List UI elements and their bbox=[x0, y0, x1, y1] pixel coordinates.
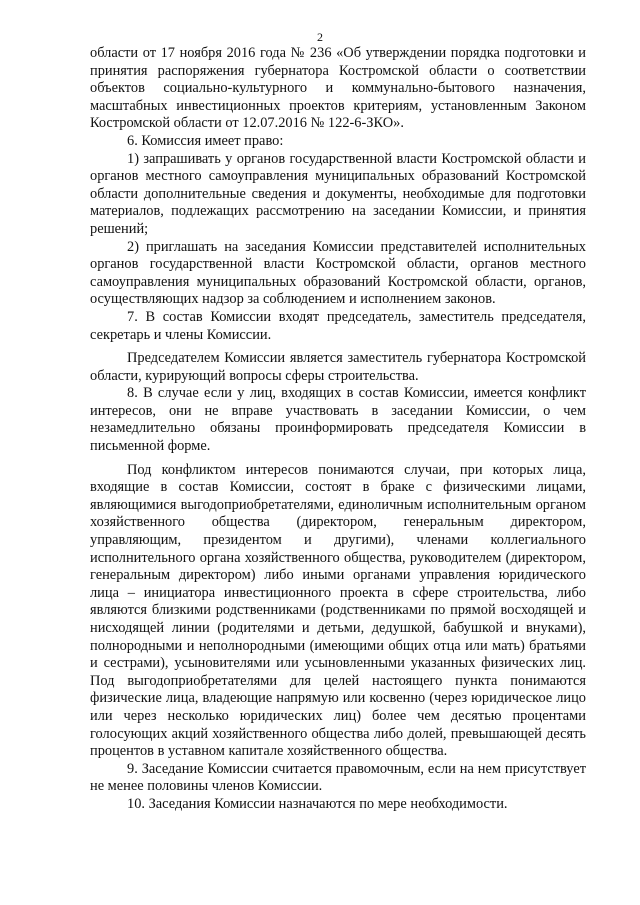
paragraph-item-7: 7. В состав Комиссии входят председатель, заместитель председателя, секретарь и члены Комиссии. bbox=[90, 308, 586, 343]
paragraph-chairman: Председателем Комиссии является заместитель губернатора Костромской области, курирующий вопросы сферы строительства. bbox=[90, 350, 586, 384]
document-body bbox=[90, 45, 586, 814]
paragraph-item-6-2: 2) приглашать на заседания Комиссии представителей исполнительных органов государственной власти Костромской области, органов местного самоуправления муниципальных образований Костромской области, органов, осуществляющих надзор за соблюдением и исполнением законов. bbox=[90, 238, 586, 308]
paragraph-item-10: 10. Заседания Комиссии назначаются по мере необходимости. bbox=[127, 795, 508, 812]
paragraph-item-6-1: 1) запрашивать у органов государственной власти Костромской области и органов местного самоуправления муниципальных образований Костромской области дополнительные сведения и документы, необходимые для подготовки материалов, подлежащих рассмотрению на заседании Комиссии, и принятия решений; bbox=[90, 150, 586, 237]
paragraph-item-6-heading: 6. Комиссия имеет право: bbox=[127, 132, 284, 149]
paragraph-order-reference: области от 17 ноября 2016 года № 236 «Об утверждении порядка подготовки и принятия распоряжения губернатора Костромской области о соответствии объектов социально-культурного и коммунально-бытового назначения, масштабных инвестиционных проектов критериям, установленным Законом Костромской области от 12.07.2016 № 122-6-ЗКО». bbox=[90, 45, 586, 132]
paragraph-item-8: 8. В случае если у лиц, входящих в состав Комиссии, имеется конфликт интересов, они не вправе участвовать в заседании Комиссии, о чем незамедлительно обязаны проинформировать председателя Комиссии в письменной форме. bbox=[90, 385, 586, 455]
paragraph-item-9: 9. Заседание Комиссии считается правомочным, если на нем присутствует не менее половины членов Комиссии. bbox=[90, 760, 586, 795]
paragraph-conflict-of-interest: Под конфликтом интересов понимаются случаи, при которых лица, входящие в состав Комиссии, состоят в браке с физическими лицами, являющимися выгодоприобретателями, единоличным исполнительным органом хозяйственного общества (директором, генеральным директором, управляющим, президентом и другими), членами коллегиального исполнительного органа хозяйственного общества, руководителем (директором, генеральным директором) либо иными органами управления юридического лица – инициатора инвестиционного проекта в сфере строительства, либо являются близкими родственниками (родственниками по прямой восходящей и нисходящей линии (родителями и детьми, дедушкой, бабушкой и внуками), полнородными и неполнородными (имеющими общих отца или мать) братьями и сестрами), усыновителями или усыновленными указанных физических лиц. Под выгодоприобретателями для целей настоящего пункта понимаются физические лица, владеющие напрямую или косвенно (через юридическое лицо или через несколько юридических лиц) более чем десятью процентами голосующих акций хозяйственного общества либо долей, превышающей десять процентов в уставном капитале хозяйственного общества. bbox=[90, 461, 586, 760]
page-number: 2 bbox=[317, 30, 323, 44]
